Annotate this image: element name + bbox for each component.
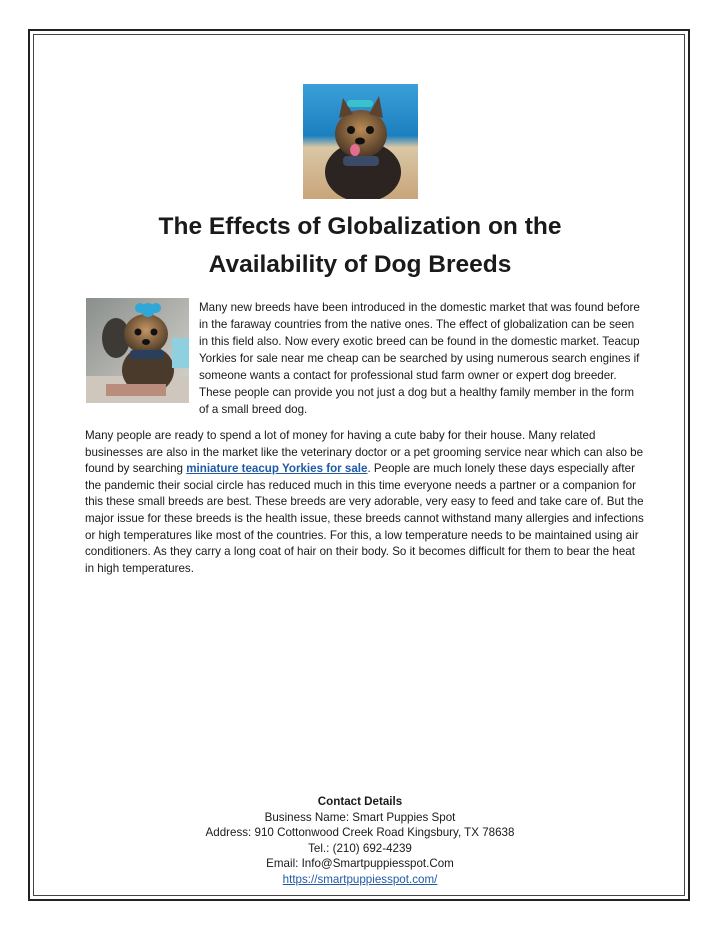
- body-text-after-link: . People are much lonely these days especially after the pandemic their social circle has reduced much in this time everyone needs a partner or a companion for this these small breeds are best. These breeds are very adorable, very easy to feed and take care of. But the major issue for these breeds is the health issue, these breeds cannot withstand many allergies and infections or high temperatures like most of the countries. For this, a low temperature needs to be maintained using air conditioners. As they carry a long coat of hair on their body. So it becomes difficult for them to bear the heat in high temperatures.: [85, 462, 644, 575]
- title-line-2: Availability of Dog Breeds: [208, 251, 512, 278]
- page-title: [60, 208, 660, 284]
- email: Email: Info@Smartpuppiesspot.Com: [266, 857, 454, 871]
- body-text-before-link: Many people are ready to spend a lot of money for having a cute baby for their house. Many related businesses are also in the market like the veterinary doctor or a pet grooming service near which can also be found by searching: [85, 429, 644, 476]
- website-link[interactable]: https://smartpuppiesspot.com/: [282, 872, 438, 886]
- address: Address: 910 Cottonwood Creek Road Kingsbury, TX 78638: [205, 826, 515, 840]
- contact-details: [60, 794, 660, 888]
- miniature-teacup-yorkies-link[interactable]: miniature teacup Yorkies for sale: [186, 462, 368, 476]
- title-line-1: The Effects of Globalization on the: [158, 213, 562, 240]
- yorkie-beach-photo: [303, 84, 418, 199]
- contact-heading: Contact Details: [317, 795, 403, 808]
- body-paragraph: [85, 428, 645, 577]
- intro-paragraph: Many new breeds have been introduced in the domestic market that was found before in the faraway countries from the native ones. The effect of globalization can be seen in this field also. Now every exotic breed can be found in the domestic market. Teacup Yorkies for sale near me cheap can be searched by using numerous search engines if someone wants a contact for professional stud farm owner or expert dog breeder. These people can provide you not just a dog but a healthy family member in the form of a small breed dog.: [199, 301, 640, 416]
- business-name: Business Name: Smart Puppies Spot: [264, 810, 456, 824]
- phone: Tel.: (210) 692-4239: [308, 841, 412, 855]
- yorkie-bow-photo: [86, 298, 189, 403]
